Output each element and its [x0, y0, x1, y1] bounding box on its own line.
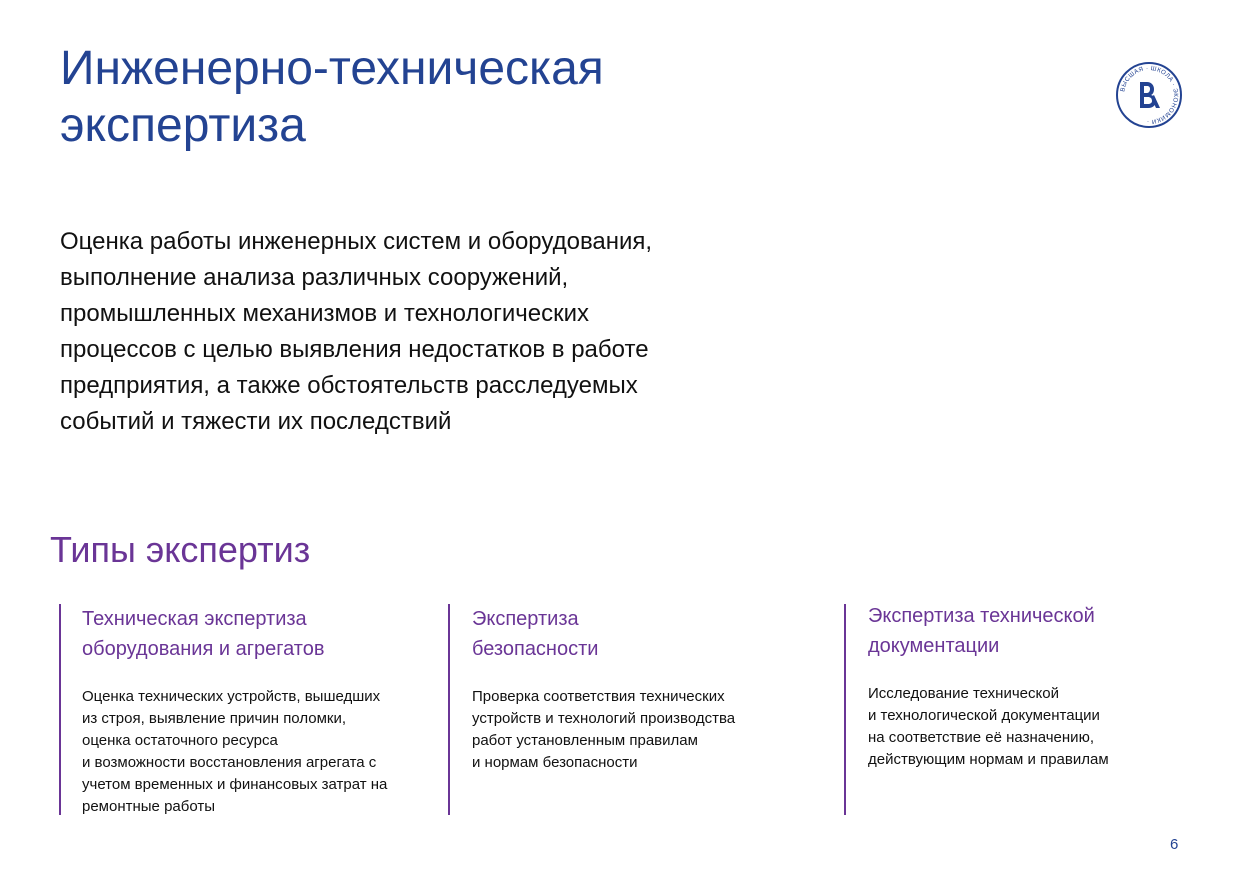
- description-line: действующим нормам и правилам: [868, 751, 1109, 768]
- description-line: учетом временных и финансовых затрат на: [82, 776, 388, 793]
- expertise-type-equipment: [59, 604, 421, 815]
- expertise-type-title-line: Экспертиза: [472, 608, 579, 630]
- section-title: Типы экспертиз: [50, 529, 311, 570]
- page-title: [60, 40, 820, 154]
- logo-ring-text: ВЫСШАЯ · ШКОЛА · ЭКОНОМИКИ ·: [1119, 64, 1180, 126]
- expertise-type-title-line: оборудования и агрегатов: [82, 638, 325, 660]
- intro-line: Оценка работы инженерных систем и оборудования,: [60, 228, 653, 255]
- expertise-type-title-line: Техническая экспертиза: [82, 608, 307, 630]
- expertise-type-safety: [448, 604, 780, 815]
- intro-line: процессов с целью выявления недостатков в работе: [60, 336, 649, 363]
- description-line: и нормам безопасности: [472, 754, 638, 771]
- page-number: 6: [1170, 836, 1179, 853]
- description-line: Исследование технической: [868, 685, 1059, 702]
- page-title-line: экспертиза: [60, 99, 306, 152]
- description-line: и возможности восстановления агрегата с: [82, 754, 377, 771]
- intro-text: [60, 224, 760, 440]
- intro-line: выполнение анализа различных сооружений,: [60, 264, 569, 291]
- expertise-type-title: [846, 601, 1186, 661]
- description-line: оценка остаточного ресурса: [82, 732, 278, 749]
- description-line: ремонтные работы: [82, 798, 216, 815]
- expertise-type-description: [61, 686, 421, 818]
- description-line: Оценка технических устройств, вышедших: [82, 688, 381, 705]
- description-line: из строя, выявление причин поломки,: [82, 710, 347, 727]
- intro-line: событий и тяжести их последствий: [60, 408, 452, 435]
- description-line: устройств и технологий производства: [472, 710, 736, 727]
- page-title-line: Инженерно-техническая: [60, 42, 604, 95]
- hse-logo-icon: [1115, 61, 1183, 129]
- intro-line: промышленных механизмов и технологических: [60, 300, 590, 327]
- expertise-type-documentation: [844, 604, 1186, 815]
- description-line: работ установленным правилам: [472, 732, 698, 749]
- expertise-type-title: [61, 604, 421, 664]
- description-line: на соответствие её назначению,: [868, 729, 1094, 746]
- description-line: и технологической документации: [868, 707, 1100, 724]
- expertise-type-description: [450, 686, 780, 774]
- expertise-type-title-line: Экспертиза технической: [868, 605, 1095, 627]
- expertise-type-title-line: безопасности: [472, 638, 599, 660]
- expertise-type-description: [846, 683, 1186, 771]
- description-line: Проверка соответствия технических: [472, 688, 725, 705]
- expertise-type-title: [450, 604, 780, 664]
- expertise-type-title-line: документации: [868, 635, 1000, 657]
- intro-line: предприятия, а также обстоятельств расследуемых: [60, 372, 638, 399]
